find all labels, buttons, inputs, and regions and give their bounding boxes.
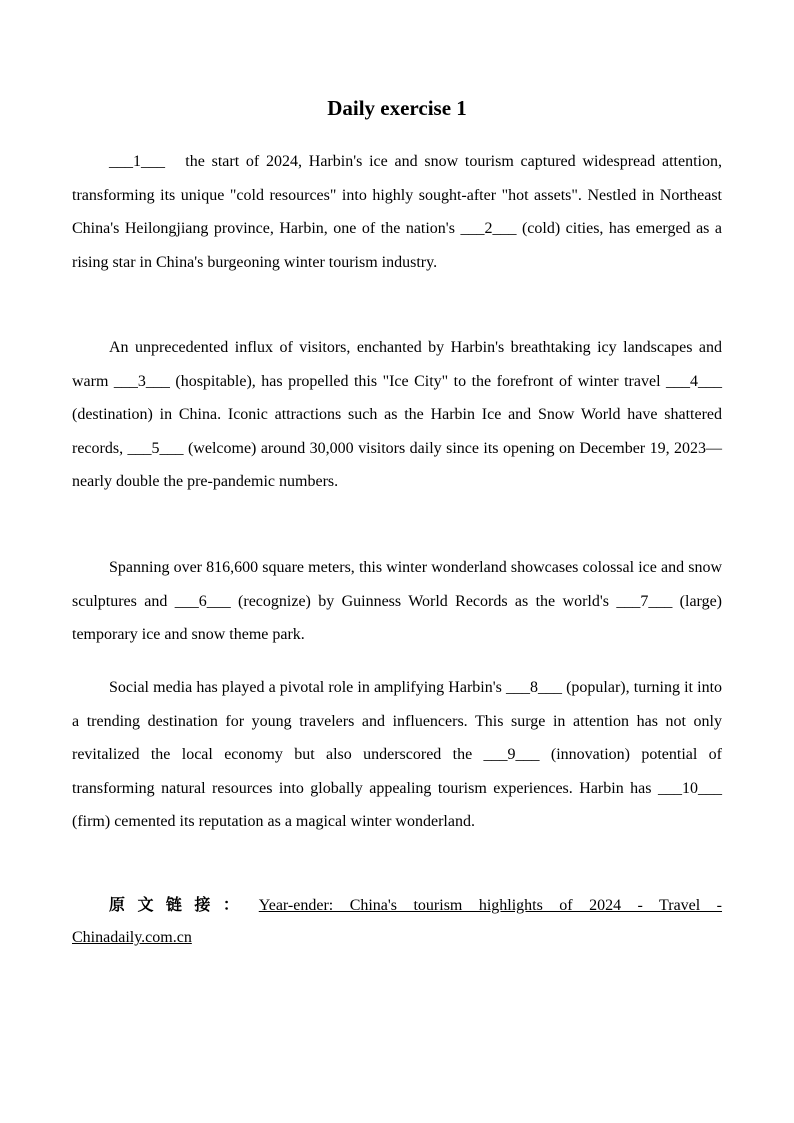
blank-10: ___10___ [658,779,722,797]
paragraph-3-text-2: (recognize) by Guinness World Records as the world's [230,592,617,610]
blank-9: ___9___ [483,746,540,763]
blank-2: ___2___ [460,220,517,237]
paragraph-2-text-3: (destination) in China. Iconic attractions such as the Harbin Ice and Snow World have shattered records, [72,406,722,457]
paragraph-1-text-2: (cold) cities, has emerged as a rising star in China's burgeoning winter tourism industry. [72,220,723,271]
blank-1: ___1___ [109,153,165,170]
paragraph-4-text-1: Social media has played a pivotal role in amplifying Harbin's [109,679,506,696]
paragraph-3 [72,551,722,652]
source-label: 原文链接： [109,895,252,914]
paragraph-2-text-1: An unprecedented influx of visitors, enchanted by Harbin's breathtaking icy landscapes and warm [72,339,722,390]
paragraph-2 [72,331,722,499]
paragraph-2-text-2: (hospitable), has propelled this "Ice City" to the forefront of winter travel [169,372,666,390]
blank-8: ___8___ [505,679,562,696]
source-link[interactable]: Year-ender: China's tourism highlights of 2024 - Travel - Chinadaily.com.cn [72,897,723,946]
paragraph-2-text-4: (welcome) around 30,000 visitors daily since its opening on December 19, 2023—nearly double the pre-pandemic numbers. [72,439,722,490]
paragraph-3-text-1: Spanning over 816,600 square meters, this winter wonderland showcases colossal ice and snow sculptures and [72,559,722,610]
blank-3: ___3___ [113,372,170,390]
blank-7: ___7___ [616,592,673,610]
blank-6: ___6___ [174,592,231,610]
paragraph-4 [72,671,722,839]
paragraph-1-text-1: the start of 2024, Harbin's ice and snow tourism captured widespread attention, transforming its unique "cold resources" into highly sought-after "hot assets". Nestled in Northeast China's Heilongjiang province, Harbin, one of the nation's [72,153,726,237]
paragraph-3-text-3: (large) temporary ice and snow theme park. [72,592,723,643]
blank-5: ___5___ [127,439,184,457]
paragraph-1 [72,145,726,279]
page-title: Daily exercise 1 [327,96,467,120]
blank-4: ___4___ [666,372,722,390]
paragraph-4-text-2: (popular), turning it into a trending destination for young travelers and influencers. This surge in attention has not only revitalized the local economy but also underscored the [72,679,723,763]
paragraph-4-text-3: (innovation) potential of transforming natural resources into globally appealing tourism experiences. Harbin has [72,746,722,797]
paragraph-4-text-4: (firm) cemented its reputation as a magical winter wonderland. [72,813,475,830]
source-line [72,889,722,954]
